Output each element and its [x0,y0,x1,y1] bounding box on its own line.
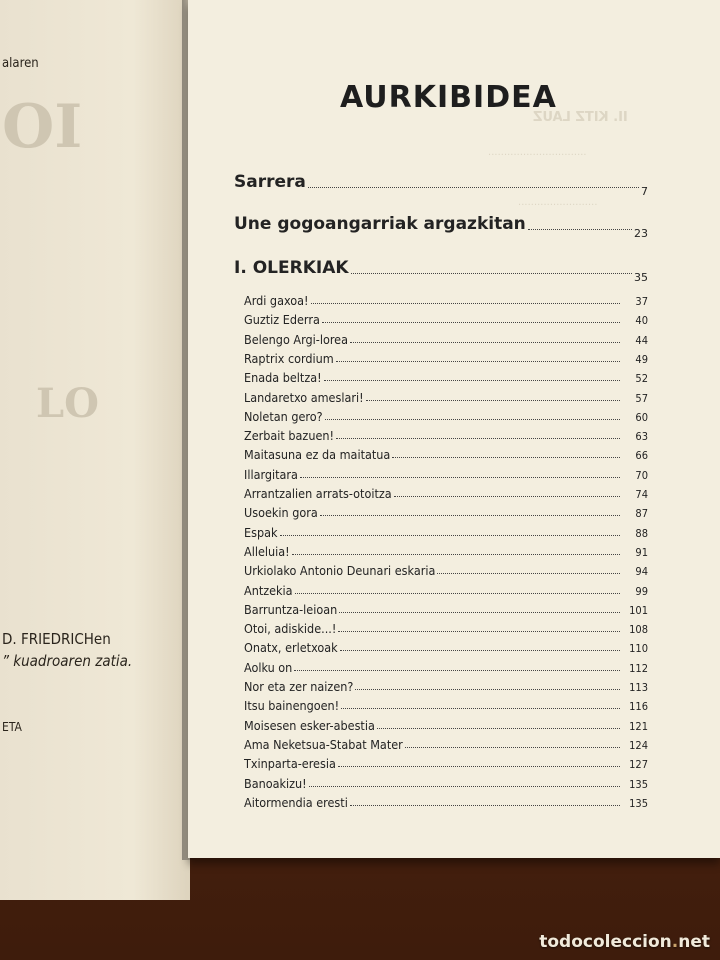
toc-entry-page: 101 [629,603,648,617]
toc-entry-label: Moisesen esker-abestia [244,717,375,733]
toc-entry [244,387,648,405]
toc-entry-page: 116 [629,700,648,714]
toc-entry-label: Illargitara [244,466,298,482]
toc-entry [244,734,648,752]
toc-entry-label: Ama Neketsua-Stabat Mater [244,736,403,752]
toc-entry [244,637,648,655]
toc-entry-label: Antzekia [244,582,293,598]
toc-entry-page: 37 [635,295,648,308]
toc-entry-label: Alleluia! [244,543,290,559]
show-through-text: II. KITZ LAUZ [533,110,628,125]
toc-entry-page: 135 [629,796,648,810]
toc-leader-dots [340,650,620,651]
toc-entry [244,599,648,617]
toc-leader-dots [350,342,620,343]
toc-leader-dots [280,535,620,536]
toc-entry-label: Aolku on [244,659,293,675]
toc-entry [244,425,648,443]
toc-entry-page: 88 [635,526,648,540]
toc-entry-label: Arrantzalien arrats-otoitza [244,486,392,501]
toc-entry-page: 94 [635,565,648,579]
toc-leader-dots [350,805,620,806]
left-page [0,0,190,900]
toc-leader-dots [355,689,620,690]
toc-entry-page: 44 [635,333,648,347]
left-page-fragment-eta: ETA [2,720,22,734]
toc-entry-page: 74 [635,488,648,501]
toc-entry-label: Urkiolako Antonio Deunari eskaria [244,563,436,579]
toc-entry-label: Ardi gaxoa! [244,293,309,308]
toc-entry [244,773,648,791]
toc-entry [244,676,648,694]
toc-entry-label: Landaretxo ameslari! [244,389,364,405]
toc-leader-dots [324,380,620,381]
toc-leader-dots [377,728,620,729]
toc-entry-label: Onatx, erletxoak [244,640,338,656]
toc-entry-label: Txinparta-eresia [244,756,336,772]
toc-entry [244,406,648,424]
toc-leader-dots [292,554,620,555]
toc-entry-page: 91 [635,545,648,559]
toc-leader-dots [341,708,620,709]
toc-entry [244,329,648,347]
toc-entry-label: Itsu bainengoen! [244,698,340,714]
toc-entry-label: Banoakizu! [244,775,307,791]
toc-entry-page: 121 [629,719,648,733]
left-page-fragment-friedrich: D. FRIEDRICHen [2,630,111,648]
watermark-prefix: todocoleccion [539,932,672,952]
toc-entry-page: 99 [635,584,648,598]
toc-entry [244,444,648,462]
left-page-ghost-letters-lower: LO [36,380,99,427]
toc-entry [244,715,648,733]
toc-entry [244,560,648,578]
toc-entry-label: Maitasuna ez da maitatua [244,447,391,463]
toc-entry-page: 108 [629,623,648,637]
watermark-suffix: net [678,932,710,952]
toc-entry [244,309,648,327]
toc-leader-dots [309,786,620,787]
toc-entry-label: Sarrera [234,172,306,192]
toc-leader-dots [351,273,632,274]
toc-entry-page: 57 [635,391,648,405]
toc-entry [244,502,648,520]
toc-entry-page: 60 [635,410,648,424]
left-page-fragment-top: alaren [2,56,39,71]
toc-entry-label: Usoekin gora [244,505,318,521]
toc-leader-dots [366,400,620,401]
toc-entry-page: 49 [635,352,648,366]
toc-entry-page: 127 [629,758,648,772]
toc-entry [244,464,648,482]
toc-entry [244,290,648,308]
toc-entry-label: Raptrix cordium [244,350,334,366]
toc-leader-dots [295,593,620,594]
toc-entry-label: Belengo Argi-lorea [244,331,348,347]
toc-entry [244,483,648,501]
left-page-fragment-kuadro: ” kuadroaren zatia. [2,652,133,670]
show-through-text: ······························· [488,150,587,161]
toc-entry [244,580,648,598]
toc-entry-label: Zerbait bazuen! [244,428,334,444]
toc-entry-page: 23 [634,227,648,240]
toc-entry [244,348,648,366]
toc-entry-page: 40 [635,314,648,328]
toc-entry-page: 113 [629,681,648,694]
toc-leader-dots [336,438,620,439]
show-through-text: ························· [518,200,598,211]
toc-leader-dots [300,477,620,478]
toc-leader-dots [311,303,620,304]
toc-entry-page: 35 [634,271,648,284]
toc-entry-page: 7 [641,185,648,198]
toc-entry-page: 66 [635,449,648,463]
toc-entry [244,753,648,771]
toc-leader-dots [392,457,620,458]
toc-entry-page: 63 [635,430,648,444]
toc-entry-page: 70 [635,468,648,482]
toc-entry [244,657,648,675]
toc-entry-label: Aitormendia eresti [244,794,348,810]
toc-entry [244,792,648,810]
toc-entry-page: 112 [629,661,648,675]
toc-leader-dots [405,747,620,748]
toc-entry [244,522,648,540]
toc-leader-dots [308,187,639,188]
toc-entry [234,214,648,240]
toc-entry-label: Otoi, adiskide...! [244,621,337,637]
toc-entry [244,367,648,385]
toc-entry-page: 87 [635,507,648,521]
toc-leader-dots [338,631,620,632]
toc-leader-dots [320,515,620,516]
toc-leader-dots [338,766,620,767]
toc-leader-dots [437,573,620,574]
toc-entry-label: Une gogoangarriak argazkitan [234,214,526,234]
toc-entry-label: Guztiz Ederra [244,312,320,328]
toc-leader-dots [339,612,620,613]
toc-leader-dots [528,229,632,230]
toc-entry [234,258,648,284]
toc-entry-page: 135 [629,777,648,791]
toc-title: AURKIBIDEA [340,80,557,115]
toc-entry [244,618,648,636]
left-page-ghost-letters: OI [2,92,83,162]
toc-entry [244,695,648,713]
toc-entry-label: Enada beltza! [244,370,322,386]
toc-leader-dots [394,496,620,497]
toc-entry-label: Noletan gero? [244,408,323,424]
watermark [539,932,710,952]
toc-entry-page: 110 [629,642,648,656]
toc-leader-dots [322,322,620,323]
toc-entry-page: 52 [635,372,648,386]
toc-entry-label: Espak [244,524,278,540]
toc-entry-label: Nor eta zer naizen? [244,679,354,694]
watermark-dot: . [671,932,679,952]
toc-leader-dots [325,419,620,420]
toc-entry-label: Barruntza-leioan [244,601,338,617]
toc-entry [234,172,648,198]
right-page [188,0,720,858]
toc-entry [244,541,648,559]
toc-entry-label: I. OLERKIAK [234,258,349,278]
toc-leader-dots [336,361,620,362]
toc-entry-page: 124 [629,738,648,752]
toc-leader-dots [294,670,620,671]
